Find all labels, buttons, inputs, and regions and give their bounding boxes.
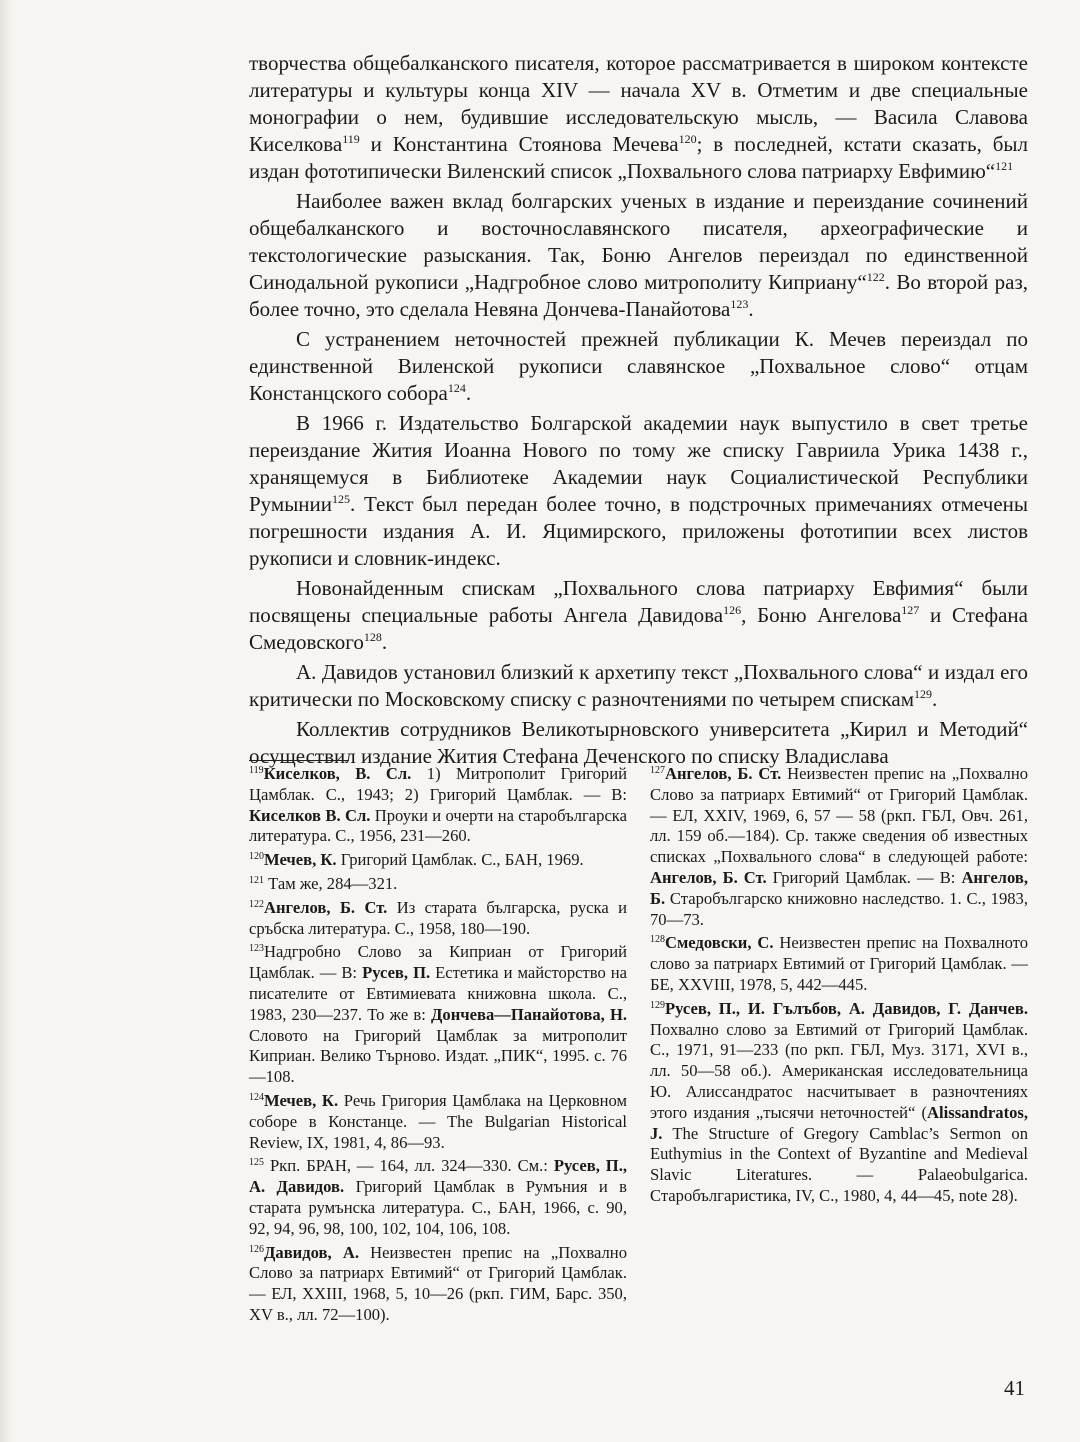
- footnote-ref-124[interactable]: 124: [447, 381, 466, 395]
- footnote-text: Старобългарско книжовно наследство. 1. С., 1983, 70—73.: [650, 888, 1028, 929]
- footnote-text: Григорий Цамблак. С., БАН, 1969.: [336, 850, 584, 870]
- text-run: Новонайденным спискам „Похвального слова патриарху Евфимия“ были посвящены специальные работы Ангела Давидова: [249, 576, 1028, 627]
- footnote-text: Из старата българска, руска и сръбска литература. С., 1958, 180—190.: [249, 897, 627, 938]
- paragraph-1: [249, 50, 1028, 185]
- text-run: . Текст был передан более точно, в подстрочных примечаниях отмечены погрешности издания А. И. Яцимирского, приложены фототипии всех листов рукописи и словник-индекс.: [249, 492, 1028, 570]
- footnote-author: Ангелов, Б. Ст.: [264, 897, 388, 917]
- footnote-text: Проуки и очерти на старобългарска литература. С., 1956, 231—260.: [249, 805, 627, 846]
- footnote-128: [650, 933, 1028, 995]
- footnote-number: 126: [249, 1243, 264, 1255]
- footnote-text: 1) Митрополит Григорий Цамблак. С., 1943; 2) Григорий Цамблак. — В:: [249, 764, 627, 804]
- footnote-129: [650, 999, 1028, 1207]
- footnote-ref-120[interactable]: 120: [678, 132, 697, 146]
- footnote-author: Смедовски, С.: [665, 933, 774, 953]
- footnote-121: [249, 874, 627, 895]
- footnote-author: Ангелов, Б. Ст.: [650, 867, 767, 887]
- footnote-ref-121[interactable]: 121: [995, 159, 1014, 173]
- footnote-123: [249, 942, 627, 1088]
- footnote-text: Неизвестен препис на Похвалното слово за патриарх Евтимий от Григорий Цамблак. — БЕ, XXVIII, 1978, 5, 442—445.: [650, 933, 1028, 994]
- footnote-author: Alissandratos, J.: [650, 1102, 1028, 1143]
- footnote-author: Русев, П.: [362, 963, 431, 983]
- footnote-124: [249, 1091, 627, 1153]
- text-run: . Во второй раз, более точно, это сделала Невяна Дончева-Панайотова: [249, 270, 1028, 321]
- paragraph-4: [249, 410, 1028, 572]
- paragraph-3: [249, 326, 1028, 407]
- footnote-ref-123[interactable]: 123: [730, 297, 749, 311]
- footnote-number: 121: [249, 874, 264, 886]
- footnotes-column-left: [249, 764, 627, 1329]
- footnote-ref-129[interactable]: 129: [914, 687, 933, 701]
- footnote-119: [249, 764, 627, 847]
- text-run: , Боню Ангелова: [741, 603, 902, 627]
- footnote-text: The Structure of Gregory Camblac’s Sermon on Euthymius in the Context of Byzantine and Medieval Slavic Literatures. — Palaeobulgarica. Старобългаристика, IV, С., 1980, 4, 44—45, note 28).: [650, 1123, 1028, 1205]
- footnote-127: [650, 764, 1028, 930]
- footnote-ref-127[interactable]: 127: [901, 603, 920, 617]
- footnote-author: Русев, П., А. Давидов.: [249, 1156, 627, 1197]
- footnote-author: Мечев, К.: [264, 1090, 339, 1110]
- text-run: .: [748, 297, 754, 321]
- text-run: .: [465, 381, 472, 405]
- footnote-author: Киселков В. Сл.: [249, 805, 371, 825]
- footnote-author: Ангелов, Б. Ст.: [665, 764, 782, 783]
- footnote-text: Неизвестен препис на „Похвално Слово за патриарх Евтимий“ от Григорий Цамблак. — ЕЛ, XXIV, 1969, 6, 57 — 58 (ркп. ГБЛ, Овч. 261, лл. 159 об.—184). Ср. также сведения об известных списках „Похвального слова“ в следующей работе:: [650, 764, 1028, 867]
- footnote-separator: [249, 760, 349, 761]
- footnote-125: [249, 1156, 627, 1239]
- footnote-author: Дончева—Панайотова, Н.: [431, 1004, 628, 1024]
- footnote-author: Давидов, А.: [264, 1242, 359, 1262]
- footnote-author: Ангелов, Б.: [650, 867, 1028, 908]
- footnote-number: 128: [650, 934, 665, 946]
- text-run: .: [932, 687, 938, 711]
- page-edge-shadow: [0, 0, 12, 1442]
- footnote-number: 125: [249, 1157, 264, 1169]
- paragraph-5: [249, 575, 1028, 656]
- footnote-author: Русев, П., И. Гълъбов, А. Давидов, Г. Данчев.: [665, 998, 1028, 1018]
- footnote-ref-119[interactable]: 119: [342, 132, 360, 146]
- footnote-number: 127: [650, 765, 665, 776]
- text-run: .: [381, 630, 388, 654]
- footnote-ref-128[interactable]: 128: [363, 630, 382, 644]
- footnote-ref-122[interactable]: 122: [866, 270, 885, 284]
- footnote-122: [249, 898, 627, 940]
- footnote-number: 129: [650, 999, 665, 1011]
- footnote-number: 123: [249, 943, 264, 955]
- footnote-text: Ркп. БРАН, — 164, лл. 324—330. См.:: [264, 1156, 554, 1176]
- paragraph-6: [249, 659, 1028, 713]
- text-run: В 1966 г. Издательство Болгарской академии наук выпустило в свет третье переиздание Жития Иоанна Нового по тому же списку Гавриила Урика 1438 г., хранящемуся в Библиотеке Академии наук Социалистической Республики Румынии: [249, 411, 1028, 516]
- text-run: С устранением неточностей прежней публикации К. Мечев переиздал по единственной Виленской рукописи славянское „Похвальное слово“ отцам Констанцского собора: [249, 327, 1028, 405]
- paragraph-2: [249, 188, 1028, 323]
- text-run: А. Давидов установил близкий к архетипу текст „Похвального слова“ и издал его критически по Московскому списку с разночтениями по четырем спискам: [249, 660, 1028, 711]
- text-run: творчества общебалканского писателя, которое рассматривается в широком контексте литературы и культуры конца XIV — начала XV в. Отметим и две специальные монографии о нем, будившие исследовательскую мысль, — Васила Славова Киселкова: [249, 51, 1028, 156]
- footnotes-column-right: [650, 764, 1028, 1210]
- footnote-author: Мечев, К.: [264, 850, 337, 870]
- text-run: Наиболее важен вклад болгарских ученых в издание и переиздание сочинений общебалканского и восточнославянского писателя, археографические и текстологические разыскания. Так, Боню Ангелов переиздал по единственной Синодальной рукописи „Надгробное слово митрополиту Киприану“: [249, 189, 1028, 294]
- footnote-author: Киселков, В. Сл.: [263, 764, 412, 783]
- footnote-text: Естетика и майсторство на писателите от Евтимиевата книжовна школа. С., 1983, 230—237. То же в:: [249, 963, 628, 1024]
- text-run: ; в последней, кстати сказать, был издан фототипически Виленский список „Похвального слова патриарху Евфимию“: [249, 132, 1028, 183]
- footnote-text: Словото на Григорий Цамблак за митрополит Киприан. Велико Търново. Издат. „ПИК“, 1995. с. 76—108.: [249, 1025, 627, 1087]
- main-text: [249, 50, 1028, 773]
- footnote-text: Речь Григория Цамблака на Церковном соборе в Констанце. — The Bulgarian Historical Review, IX, 1981, 4, 86—93.: [249, 1090, 627, 1152]
- footnote-number: 122: [249, 898, 264, 910]
- footnote-number: 119: [249, 765, 264, 776]
- footnote-text: Похвално слово за Евтимий от Григорий Цамблак. С., 1971, 91—233 (по ркп. ГБЛ, Муз. 3171, XVI в., лл. 50—58 об.). Американская исследовательница Ю. Алиссандратос насчитывает в разночтениях этого издания „тысячи неточностей“ (: [650, 1019, 1028, 1122]
- footnote-ref-125[interactable]: 125: [332, 492, 351, 506]
- footnote-text: Григорий Цамблак. — В:: [766, 867, 962, 887]
- text-run: и Константина Стоянова Мечева: [359, 132, 679, 156]
- footnote-number: 124: [249, 1091, 264, 1103]
- text-run: Коллектив сотрудников Великотырновского университета „Кирил и Методий“ осуществил издание Жития Стефана Деченского по списку Владислава: [249, 717, 1028, 768]
- page-number: 41: [1004, 1376, 1025, 1400]
- paragraph-7: [249, 716, 1028, 770]
- footnote-ref-126[interactable]: 126: [723, 603, 742, 617]
- footnote-text: Неизвестен препис на „Похвално Слово за патриарх Евтимий“ от Григорий Цамблак. — ЕЛ, XXIII, 1968, 5, 10—26 (ркп. ГИМ, Барс. 350, XV в., лл. 72—100).: [249, 1242, 627, 1324]
- footnote-text: Там же, 284—321.: [264, 873, 398, 893]
- text-run: и Стефана Смедовского: [249, 603, 1028, 654]
- footnote-text: Григорий Цамблак в Румъния и в старата румънска литература. С., БАН, 1966, с. 90, 92, 94, 96, 98, 100, 102, 104, 106, 108.: [249, 1177, 628, 1238]
- footnote-126: [249, 1243, 627, 1326]
- footnote-number: 120: [249, 851, 264, 863]
- footnote-120: [249, 850, 627, 871]
- footnote-text: Надгробно Слово за Киприан от Григорий Цамблак. — В:: [249, 942, 627, 983]
